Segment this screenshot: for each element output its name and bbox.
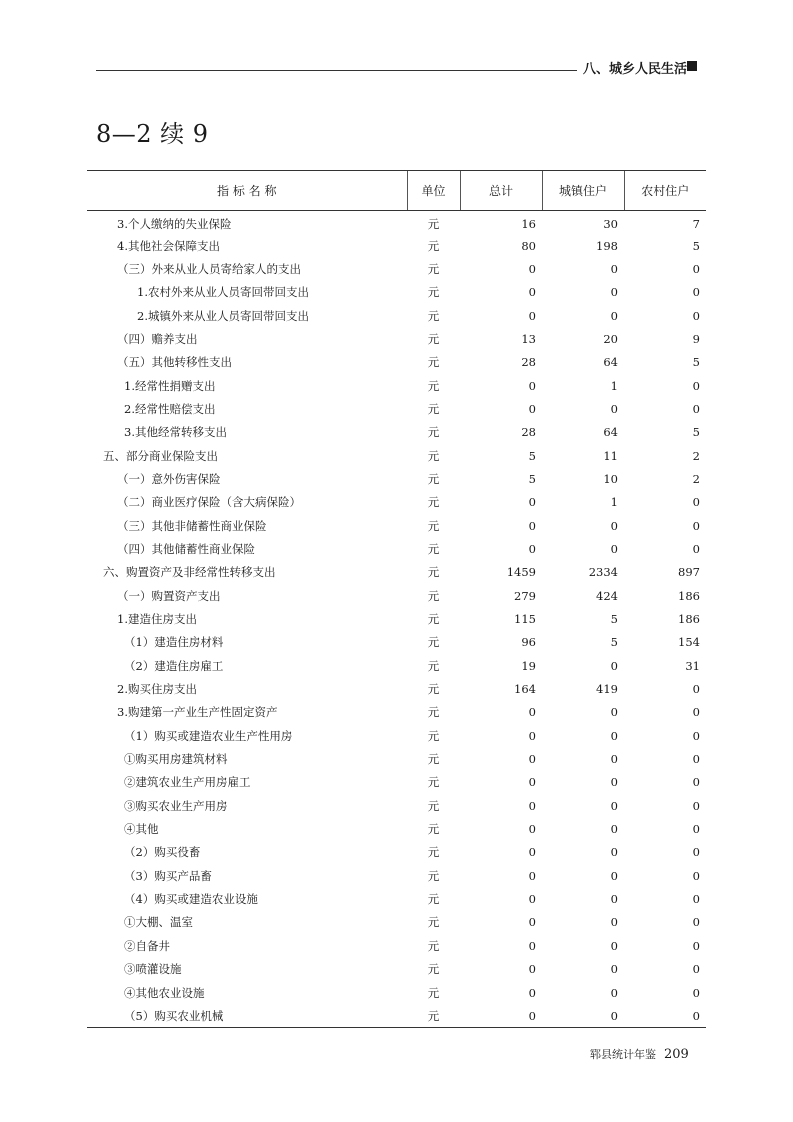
row-name-cell: 2.购买住房支出 xyxy=(117,682,197,697)
row-urban-cell: 11 xyxy=(603,448,618,463)
row-total-cell: 0 xyxy=(528,541,536,556)
row-rural-cell: 0 xyxy=(692,752,700,767)
row-name-cell: ③喷灌设施 xyxy=(124,962,182,977)
row-total-cell: 0 xyxy=(528,518,536,533)
row-rural-cell: 0 xyxy=(692,728,700,743)
row-total-cell: 0 xyxy=(528,985,536,1000)
row-rural-cell: 5 xyxy=(692,425,700,440)
row-total-cell: 115 xyxy=(514,612,536,627)
row-unit-cell: 元 xyxy=(427,822,440,837)
row-rural-cell: 2 xyxy=(692,471,700,486)
row-unit-cell: 元 xyxy=(427,565,440,580)
row-unit-cell: 元 xyxy=(427,635,440,650)
row-unit-cell: 元 xyxy=(427,985,440,1000)
table-row xyxy=(87,631,706,654)
row-unit-cell: 元 xyxy=(427,845,440,860)
row-rural-cell: 0 xyxy=(692,541,700,556)
table-row xyxy=(87,607,706,630)
row-urban-cell: 419 xyxy=(596,682,618,697)
section-marker-square xyxy=(687,61,697,71)
table-row xyxy=(87,537,706,560)
row-name-cell: 2.城镇外来从业人员寄回带回支出 xyxy=(137,308,309,323)
row-rural-cell: 5 xyxy=(692,238,700,253)
row-unit-cell: 元 xyxy=(427,541,440,556)
table-row xyxy=(87,584,706,607)
row-name-cell: ①购买用房建筑材料 xyxy=(124,752,228,767)
row-total-cell: 28 xyxy=(521,425,536,440)
row-name-cell: （1）建造住房材料 xyxy=(124,635,224,650)
row-name-cell: （五）其他转移性支出 xyxy=(117,355,232,370)
row-urban-cell: 198 xyxy=(596,238,618,253)
table-row xyxy=(87,911,706,934)
row-name-cell: ④其他农业设施 xyxy=(124,985,205,1000)
data-table-container xyxy=(87,170,706,1028)
column-header-urban: 城镇住户 xyxy=(542,171,624,211)
table-title: 8—2 续 9 xyxy=(96,120,209,148)
row-unit-cell: 元 xyxy=(427,752,440,767)
row-name-cell: 4.其他社会保障支出 xyxy=(117,238,220,253)
row-total-cell: 0 xyxy=(528,378,536,393)
table-row xyxy=(87,1004,706,1027)
row-unit-cell: 元 xyxy=(427,728,440,743)
row-name-cell: （三）其他非储蓄性商业保险 xyxy=(117,518,267,533)
row-total-cell: 0 xyxy=(528,822,536,837)
row-urban-cell: 0 xyxy=(610,822,618,837)
row-unit-cell: 元 xyxy=(427,962,440,977)
row-total-cell: 19 xyxy=(521,658,536,673)
row-total-cell: 0 xyxy=(528,845,536,860)
row-urban-cell: 0 xyxy=(610,962,618,977)
table-row xyxy=(87,561,706,584)
row-total-cell: 279 xyxy=(514,588,536,603)
row-urban-cell: 0 xyxy=(610,752,618,767)
table-row xyxy=(87,771,706,794)
row-total-cell: 96 xyxy=(521,635,536,650)
row-urban-cell: 0 xyxy=(542,1004,624,1027)
row-urban-cell: 5 xyxy=(610,635,618,650)
row-total-cell: 0 xyxy=(528,938,536,953)
row-total-cell: 0 xyxy=(528,752,536,767)
row-rural-cell: 154 xyxy=(678,635,700,650)
row-name-cell: 1.农村外来从业人员寄回带回支出 xyxy=(137,285,309,300)
row-urban-cell: 0 xyxy=(610,915,618,930)
row-total-cell: 0 xyxy=(528,915,536,930)
table-row xyxy=(87,514,706,537)
row-rural-cell: 0 xyxy=(624,1004,706,1027)
row-name-cell: （4）购买或建造农业设施 xyxy=(124,892,258,907)
row-unit-cell: 元 xyxy=(427,401,440,416)
row-name-cell: （3）购买产品畜 xyxy=(124,868,212,883)
row-name-cell: （一）购置资产支出 xyxy=(117,588,221,603)
row-total-cell: 0 xyxy=(528,401,536,416)
row-unit-cell: 元 xyxy=(427,355,440,370)
row-total-cell: 0 xyxy=(528,285,536,300)
row-unit-cell: 元 xyxy=(427,331,440,346)
row-unit-cell: 元 xyxy=(427,285,440,300)
row-unit-cell: 元 xyxy=(427,216,440,231)
row-urban-cell: 0 xyxy=(610,541,618,556)
table-row xyxy=(87,841,706,864)
table-row xyxy=(87,747,706,770)
row-urban-cell: 0 xyxy=(610,938,618,953)
row-rural-cell: 0 xyxy=(692,518,700,533)
row-unit-cell: 元 xyxy=(427,682,440,697)
table-row xyxy=(87,351,706,374)
page-footer xyxy=(590,1046,689,1062)
row-total-cell: 5 xyxy=(528,471,536,486)
table-header-row xyxy=(87,171,706,211)
row-unit-cell: 元 xyxy=(427,705,440,720)
row-urban-cell: 10 xyxy=(603,471,618,486)
row-total-cell: 0 xyxy=(460,1004,542,1027)
row-unit-cell: 元 xyxy=(427,308,440,323)
row-rural-cell: 0 xyxy=(692,705,700,720)
row-total-cell: 13 xyxy=(521,331,536,346)
row-rural-cell: 31 xyxy=(685,658,700,673)
data-table xyxy=(87,170,706,1028)
row-rural-cell: 186 xyxy=(678,588,700,603)
row-name-cell: （5）购买农业机械 xyxy=(87,1004,407,1027)
row-urban-cell: 0 xyxy=(610,308,618,323)
row-rural-cell: 0 xyxy=(692,985,700,1000)
row-name-cell: 2.经常性赔偿支出 xyxy=(124,401,216,416)
row-urban-cell: 64 xyxy=(603,425,618,440)
row-total-cell: 80 xyxy=(521,238,536,253)
column-header-name: 指 标 名 称 xyxy=(87,171,407,211)
table-row xyxy=(87,864,706,887)
row-unit-cell: 元 xyxy=(427,892,440,907)
row-rural-cell: 0 xyxy=(692,308,700,323)
table-row xyxy=(87,421,706,444)
row-urban-cell: 0 xyxy=(610,705,618,720)
row-rural-cell: 0 xyxy=(692,775,700,790)
row-rural-cell: 0 xyxy=(692,798,700,813)
table-row xyxy=(87,701,706,724)
row-urban-cell: 424 xyxy=(596,588,618,603)
table-row xyxy=(87,677,706,700)
row-urban-cell: 0 xyxy=(610,401,618,416)
row-unit-cell: 元 xyxy=(427,471,440,486)
row-unit-cell: 元 xyxy=(427,425,440,440)
row-urban-cell: 1 xyxy=(610,495,618,510)
row-unit-cell: 元 xyxy=(427,798,440,813)
row-total-cell: 0 xyxy=(528,728,536,743)
row-urban-cell: 0 xyxy=(610,845,618,860)
table-body xyxy=(87,211,706,1028)
row-unit-cell: 元 xyxy=(427,378,440,393)
table-row xyxy=(87,234,706,257)
row-name-cell: ①大棚、温室 xyxy=(124,915,193,930)
row-name-cell: （1）购买或建造农业生产性用房 xyxy=(124,728,293,743)
row-urban-cell: 2334 xyxy=(588,565,618,580)
table-row xyxy=(87,934,706,957)
row-urban-cell: 0 xyxy=(610,285,618,300)
row-name-cell: ②建筑农业生产用房雇工 xyxy=(124,775,251,790)
row-rural-cell: 9 xyxy=(692,331,700,346)
table-row xyxy=(87,327,706,350)
row-total-cell: 0 xyxy=(528,798,536,813)
row-urban-cell: 0 xyxy=(610,892,618,907)
table-row xyxy=(87,211,706,234)
row-total-cell: 28 xyxy=(521,355,536,370)
row-total-cell: 1459 xyxy=(506,565,536,580)
row-name-cell: 1.经常性捐赠支出 xyxy=(124,378,216,393)
row-rural-cell: 0 xyxy=(692,495,700,510)
row-total-cell: 0 xyxy=(528,261,536,276)
table-row xyxy=(87,654,706,677)
row-rural-cell: 0 xyxy=(692,868,700,883)
row-name-cell: 1.建造住房支出 xyxy=(117,612,197,627)
page-number: 209 xyxy=(664,1047,689,1062)
table-row xyxy=(87,374,706,397)
row-unit-cell: 元 xyxy=(427,938,440,953)
row-urban-cell: 30 xyxy=(603,216,618,231)
row-total-cell: 0 xyxy=(528,892,536,907)
table-row xyxy=(87,724,706,747)
column-header-unit: 单位 xyxy=(407,171,460,211)
row-unit-cell: 元 xyxy=(427,588,440,603)
row-urban-cell: 0 xyxy=(610,775,618,790)
row-urban-cell: 0 xyxy=(610,985,618,1000)
column-header-total: 总计 xyxy=(460,171,542,211)
table-row xyxy=(87,491,706,514)
row-rural-cell: 897 xyxy=(678,565,700,580)
row-rural-cell: 7 xyxy=(692,216,700,231)
table-row xyxy=(87,281,706,304)
row-rural-cell: 0 xyxy=(692,401,700,416)
row-urban-cell: 64 xyxy=(603,355,618,370)
row-total-cell: 0 xyxy=(528,868,536,883)
row-urban-cell: 0 xyxy=(610,728,618,743)
table-row xyxy=(87,794,706,817)
row-rural-cell: 0 xyxy=(692,378,700,393)
row-urban-cell: 0 xyxy=(610,798,618,813)
row-unit-cell: 元 xyxy=(427,448,440,463)
row-name-cell: ④其他 xyxy=(124,822,159,837)
row-urban-cell: 0 xyxy=(610,518,618,533)
row-unit-cell: 元 xyxy=(427,261,440,276)
row-unit-cell: 元 xyxy=(427,868,440,883)
table-row xyxy=(87,257,706,280)
row-rural-cell: 0 xyxy=(692,892,700,907)
row-rural-cell: 0 xyxy=(692,261,700,276)
row-urban-cell: 20 xyxy=(603,331,618,346)
row-name-cell: （2）建造住房雇工 xyxy=(124,658,224,673)
row-total-cell: 0 xyxy=(528,308,536,323)
row-name-cell: 3.其他经常转移支出 xyxy=(124,425,227,440)
row-unit-cell: 元 xyxy=(427,612,440,627)
column-header-rural: 农村住户 xyxy=(624,171,706,211)
row-unit-cell: 元 xyxy=(407,1004,460,1027)
row-name-cell: 六、购置资产及非经常性转移支出 xyxy=(103,565,276,580)
row-name-cell: （四）其他储蓄性商业保险 xyxy=(117,541,255,556)
row-name-cell: ②自备井 xyxy=(124,938,170,953)
row-unit-cell: 元 xyxy=(427,518,440,533)
row-total-cell: 16 xyxy=(521,216,536,231)
table-row xyxy=(87,444,706,467)
table-row xyxy=(87,958,706,981)
row-rural-cell: 0 xyxy=(692,845,700,860)
row-rural-cell: 0 xyxy=(692,822,700,837)
row-name-cell: （四）赡养支出 xyxy=(117,331,198,346)
row-total-cell: 5 xyxy=(528,448,536,463)
header-rule xyxy=(96,70,577,71)
row-unit-cell: 元 xyxy=(427,238,440,253)
row-rural-cell: 0 xyxy=(692,285,700,300)
row-rural-cell: 0 xyxy=(692,962,700,977)
row-total-cell: 164 xyxy=(514,682,536,697)
row-unit-cell: 元 xyxy=(427,495,440,510)
table-row xyxy=(87,397,706,420)
row-rural-cell: 5 xyxy=(692,355,700,370)
row-urban-cell: 0 xyxy=(610,658,618,673)
row-unit-cell: 元 xyxy=(427,775,440,790)
section-title: 八、城乡人民生活 xyxy=(583,62,688,77)
row-total-cell: 0 xyxy=(528,495,536,510)
row-urban-cell: 1 xyxy=(610,378,618,393)
row-rural-cell: 0 xyxy=(692,915,700,930)
row-name-cell: （2）购买役畜 xyxy=(124,845,201,860)
table-row xyxy=(87,304,706,327)
table-row xyxy=(87,887,706,910)
row-urban-cell: 5 xyxy=(610,612,618,627)
row-rural-cell: 2 xyxy=(692,448,700,463)
row-name-cell: （三）外来从业人员寄给家人的支出 xyxy=(117,261,301,276)
row-urban-cell: 0 xyxy=(610,868,618,883)
row-name-cell: 3.购建第一产业生产性固定资产 xyxy=(117,705,278,720)
row-rural-cell: 0 xyxy=(692,682,700,697)
row-urban-cell: 0 xyxy=(610,261,618,276)
row-name-cell: ③购买农业生产用房 xyxy=(124,798,228,813)
row-name-cell: 3.个人缴纳的失业保险 xyxy=(117,216,232,231)
row-name-cell: （一）意外伤害保险 xyxy=(117,471,221,486)
row-name-cell: 五、部分商业保险支出 xyxy=(103,448,218,463)
row-name-cell: （二）商业医疗保险（含大病保险） xyxy=(117,495,301,510)
table-row xyxy=(87,981,706,1004)
row-total-cell: 0 xyxy=(528,962,536,977)
row-unit-cell: 元 xyxy=(427,915,440,930)
row-rural-cell: 186 xyxy=(678,612,700,627)
row-total-cell: 0 xyxy=(528,775,536,790)
table-row xyxy=(87,817,706,840)
row-total-cell: 0 xyxy=(528,705,536,720)
row-unit-cell: 元 xyxy=(427,658,440,673)
table-row xyxy=(87,467,706,490)
row-rural-cell: 0 xyxy=(692,938,700,953)
book-title: 郓县统计年鉴 xyxy=(590,1048,656,1061)
